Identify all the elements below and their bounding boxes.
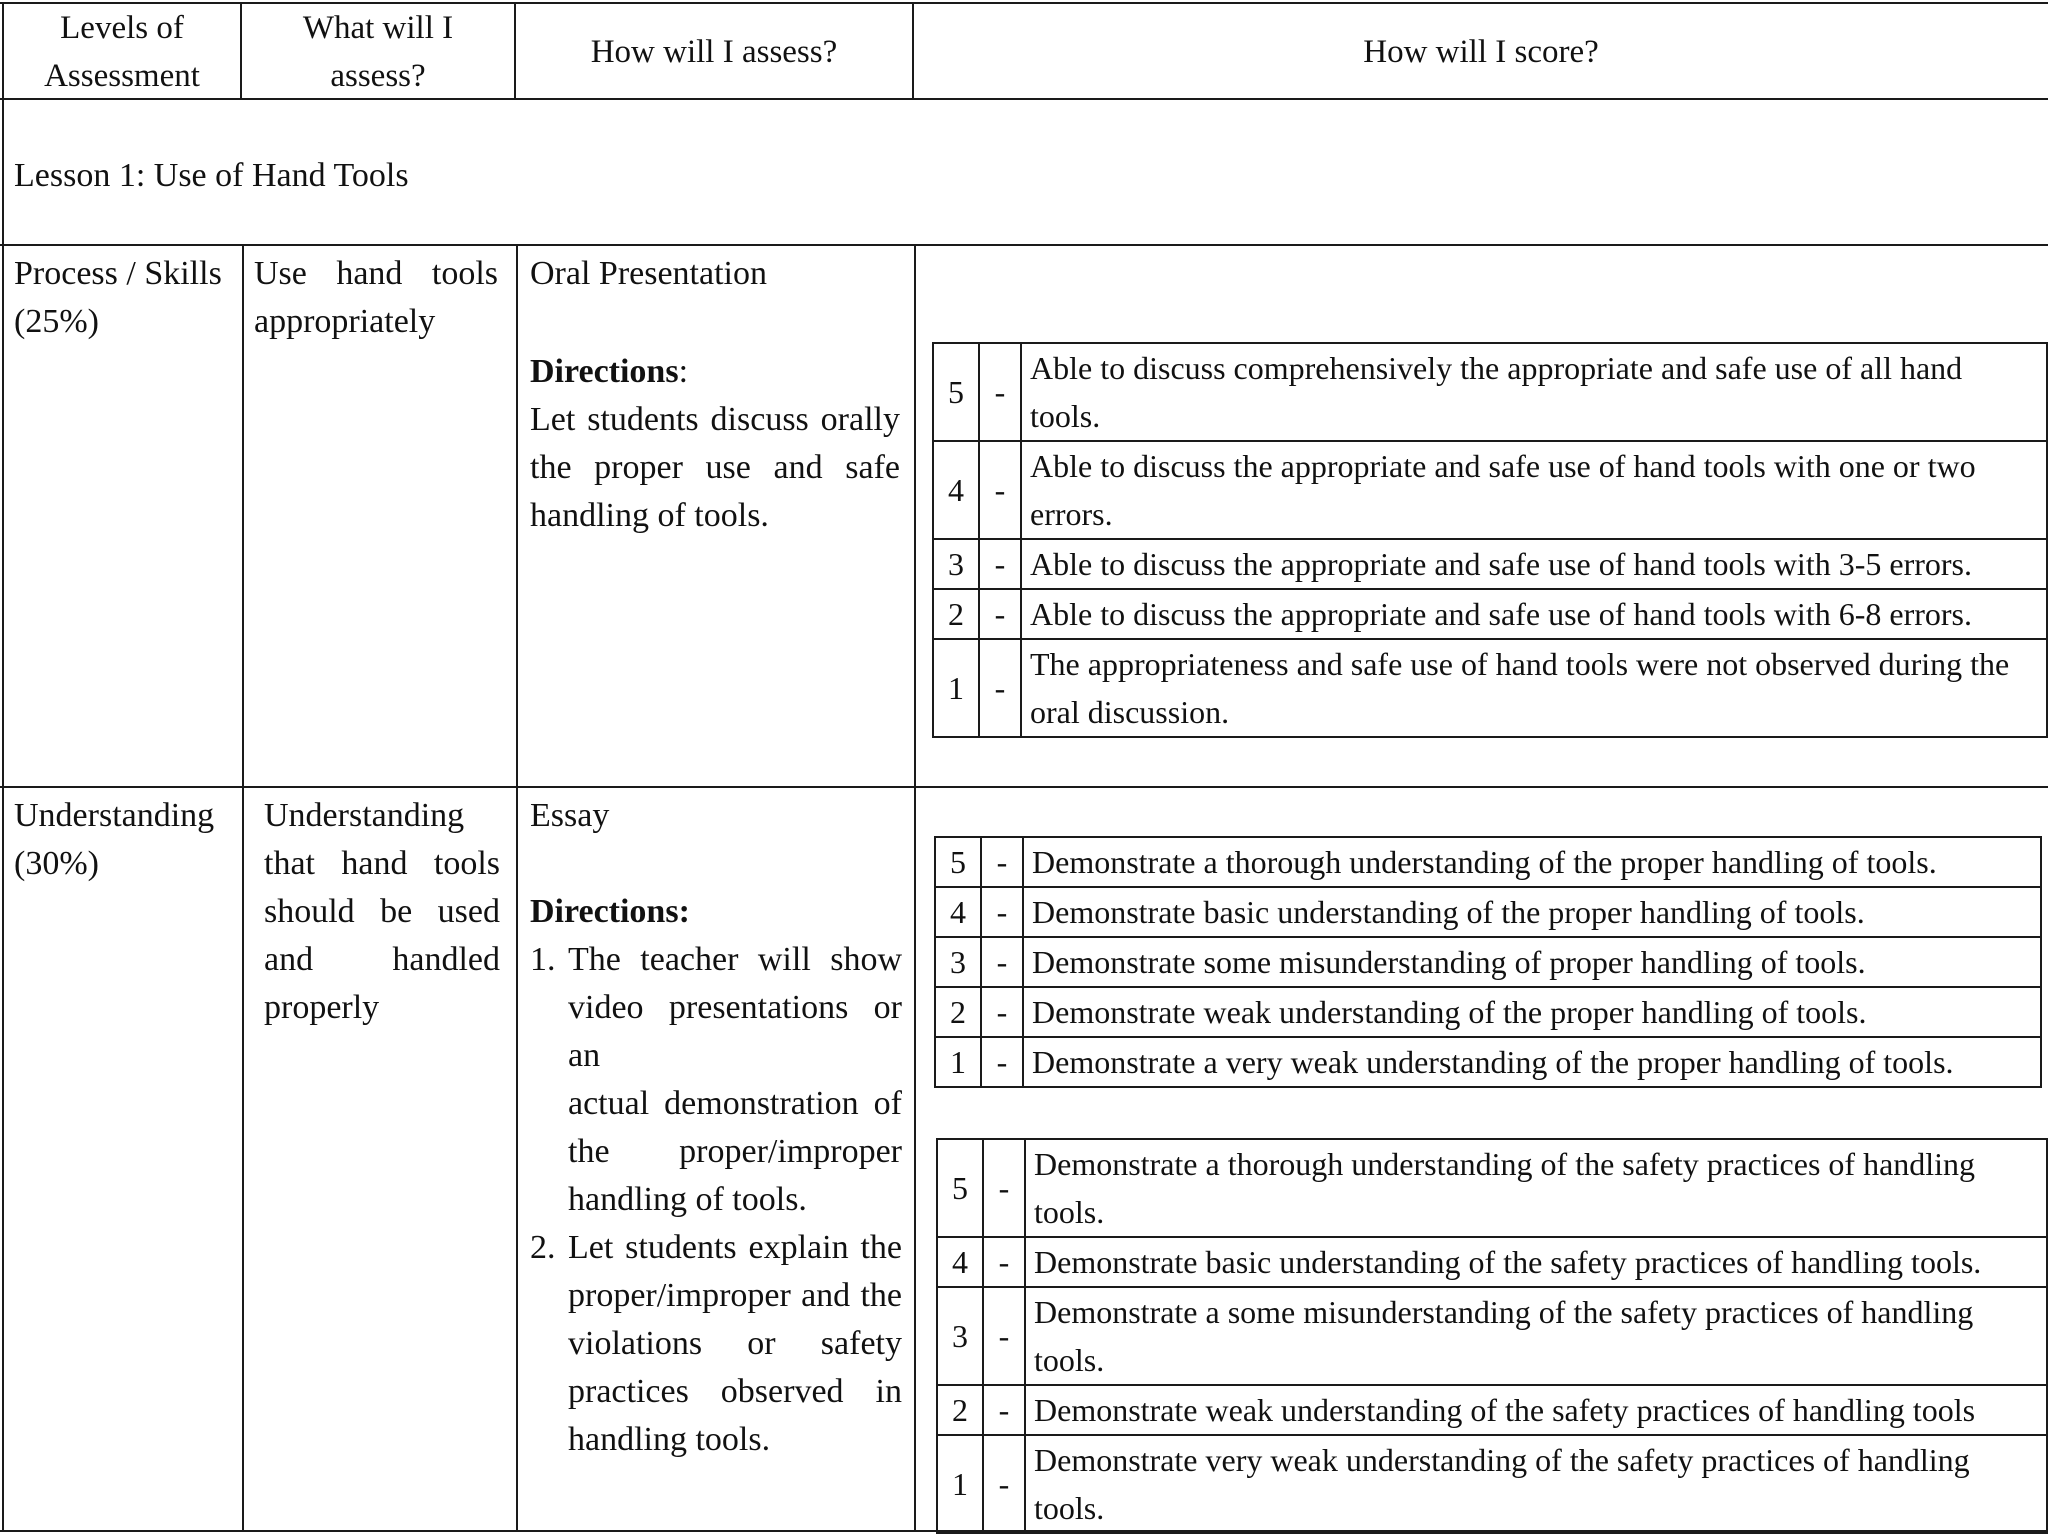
- row2-rubric-table-safety-practices: [936, 1138, 2048, 1534]
- rubric-dash: -: [983, 1435, 1025, 1533]
- rubric-score: 1: [935, 1037, 981, 1087]
- row2-item2-line4: practices observed in: [568, 1373, 902, 1410]
- rubric-dash: -: [983, 1139, 1025, 1237]
- header-col1-line2: Assessment: [44, 58, 200, 94]
- rubric-dash: -: [981, 987, 1023, 1037]
- rubric-score: 1: [937, 1435, 983, 1533]
- row2-item2-line3: violations or safety: [568, 1325, 902, 1362]
- rubric-row: [937, 1287, 2047, 1385]
- rubric-dash: -: [979, 589, 1021, 639]
- rubric-dash: -: [983, 1237, 1025, 1287]
- rubric-row: [935, 1037, 2041, 1087]
- rubric-text: Able to discuss the appropriate and safe use of hand tools with 3-5 errors.: [1021, 539, 2047, 589]
- rubric-score: 4: [937, 1237, 983, 1287]
- row2-directions-label: Directions:: [530, 893, 690, 930]
- rubric-row: [933, 639, 2047, 737]
- row1-directions-line3: handling of tools.: [530, 497, 769, 534]
- row2-directions-item-2: [530, 1224, 902, 1464]
- rubric-score: 2: [937, 1385, 983, 1435]
- body-divider-3: [914, 244, 916, 1532]
- row1-directions-heading: [530, 348, 900, 396]
- row2-item2-line2: proper/improper and the: [568, 1277, 902, 1314]
- rubric-text: Demonstrate a very weak understanding of the proper handling of tools.: [1023, 1037, 2041, 1087]
- row1-level-line1: Process / Skills: [14, 255, 222, 292]
- rubric-text: Able to discuss comprehensively the appropriate and safe use of all hand tools.: [1021, 343, 2047, 441]
- rubric-dash: -: [981, 837, 1023, 887]
- row1-directions-line1: Let students discuss orally: [530, 401, 900, 438]
- rubric-score: 5: [933, 343, 979, 441]
- row2-item1-line3: actual demonstration of: [568, 1085, 902, 1122]
- rubric-row: [937, 1139, 2047, 1237]
- header-col2-line1: What will I: [302, 10, 454, 46]
- row2-what-line2: that hand tools: [264, 845, 500, 882]
- row2-what-line1: Understanding: [264, 797, 465, 834]
- rubric-score: 2: [935, 987, 981, 1037]
- rubric-text: The appropriateness and safe use of hand tools were not observed during the oral discussion.: [1021, 639, 2047, 737]
- rubric-row: [933, 343, 2047, 441]
- rubric-dash: -: [981, 887, 1023, 937]
- rubric-score: 3: [933, 539, 979, 589]
- row2-item2-line5: handling tools.: [568, 1421, 771, 1458]
- rubric-text: Demonstrate basic understanding of the safety practices of handling tools.: [1025, 1237, 2047, 1287]
- row2-directions-item-1: [530, 936, 902, 1224]
- rubric-score: 5: [937, 1139, 983, 1237]
- rubric-row: [937, 1385, 2047, 1435]
- header-levels-of-assessment: [4, 4, 240, 100]
- row1-how: [530, 250, 900, 540]
- rubric-dash: -: [979, 539, 1021, 589]
- header-how-will-i-score: How will I score?: [1363, 34, 1599, 70]
- rubric-text: Demonstrate weak understanding of the safety practices of handling tools: [1025, 1385, 2047, 1435]
- row2-level-line2: (30%): [14, 845, 99, 882]
- rubric-score: 2: [933, 589, 979, 639]
- rubric-score: 3: [937, 1287, 983, 1385]
- row1-bottom-border: [0, 786, 2048, 788]
- row2-level: [14, 792, 234, 888]
- rubric-dash: -: [983, 1385, 1025, 1435]
- rubric-text: Demonstrate weak understanding of the proper handling of tools.: [1023, 987, 2041, 1037]
- rubric-dash: -: [979, 343, 1021, 441]
- row2-what-line5: properly: [264, 989, 380, 1026]
- table-left-border: [2, 2, 4, 1532]
- body-divider-2: [516, 244, 518, 1532]
- row2-item1-line1: The teacher will show: [568, 941, 902, 978]
- row2-item1-line2: video presentations or an: [568, 989, 902, 1074]
- row1-directions-label: Directions: [530, 353, 679, 390]
- rubric-text: Demonstrate very weak understanding of the safety practices of handling tools.: [1025, 1435, 2047, 1533]
- row1-how-title: Oral Presentation: [530, 255, 767, 292]
- row2-item1-line5: handling of tools.: [568, 1181, 807, 1218]
- row2-what: [264, 792, 500, 1032]
- rubric-text: Demonstrate a thorough understanding of the proper handling of tools.: [1023, 837, 2041, 887]
- rubric-text: Able to discuss the appropriate and safe use of hand tools with 6-8 errors.: [1021, 589, 2047, 639]
- body-divider-1: [242, 244, 244, 1532]
- rubric-row: [935, 987, 2041, 1037]
- rubric-dash: -: [981, 1037, 1023, 1087]
- rubric-dash: -: [979, 441, 1021, 539]
- row2-what-line4: and handled: [264, 941, 500, 978]
- rubric-score: 3: [935, 937, 981, 987]
- rubric-dash: -: [981, 937, 1023, 987]
- row2-item1-number: 1.: [530, 941, 556, 978]
- header-col2-line2: assess?: [330, 58, 426, 94]
- rubric-row: [935, 887, 2041, 937]
- rubric-text: Demonstrate a some misunderstanding of the safety practices of handling tools.: [1025, 1287, 2047, 1385]
- row1-what-line1: Use hand tools: [254, 255, 498, 292]
- rubric-text: Demonstrate basic understanding of the proper handling of tools.: [1023, 887, 2041, 937]
- row1-what: [254, 250, 498, 346]
- row1-level: [14, 250, 234, 346]
- rubric-row: [935, 937, 2041, 987]
- rubric-score: 4: [935, 887, 981, 937]
- row1-directions-line2: the proper use and safe: [530, 449, 900, 486]
- lesson-title: Lesson 1: Use of Hand Tools: [14, 157, 409, 194]
- row1-what-line2: appropriately: [254, 303, 436, 340]
- rubric-row: [937, 1435, 2047, 1533]
- row2-how-title: Essay: [530, 797, 610, 834]
- row2-item2-number: 2.: [530, 1229, 556, 1266]
- row2-what-line3: should be used: [264, 893, 500, 930]
- rubric-text: Able to discuss the appropriate and safe use of hand tools with one or two errors.: [1021, 441, 2047, 539]
- header-what-will-i-assess: [242, 4, 514, 100]
- row2-rubric-table-proper-handling: [934, 836, 2042, 1088]
- rubric-dash: -: [983, 1287, 1025, 1385]
- rubric-row: [933, 589, 2047, 639]
- header-how-will-i-assess: How will I assess?: [590, 34, 838, 70]
- rubric-text: Demonstrate a thorough understanding of the safety practices of handling tools.: [1025, 1139, 2047, 1237]
- rubric-score: 5: [935, 837, 981, 887]
- row2-how: [530, 792, 902, 1464]
- rubric-score: 1: [933, 639, 979, 737]
- rubric-row: [937, 1237, 2047, 1287]
- lesson-bottom-border: [0, 244, 2048, 246]
- rubric-dash: -: [979, 639, 1021, 737]
- rubric-text: Demonstrate some misunderstanding of proper handling of tools.: [1023, 937, 2041, 987]
- rubric-row: [933, 539, 2047, 589]
- rubric-row: [933, 441, 2047, 539]
- row2-level-line1: Understanding: [14, 797, 215, 834]
- rubric-score: 4: [933, 441, 979, 539]
- row1-rubric-table: [932, 342, 2048, 738]
- rubric-row: [935, 837, 2041, 887]
- row2-item2-line1: Let students explain the: [568, 1229, 902, 1266]
- header-col1-line1: Levels of: [60, 10, 184, 46]
- row1-level-line2: (25%): [14, 303, 99, 340]
- row2-item1-line4: the proper/improper: [568, 1133, 902, 1170]
- row1-directions-colon: :: [678, 353, 689, 390]
